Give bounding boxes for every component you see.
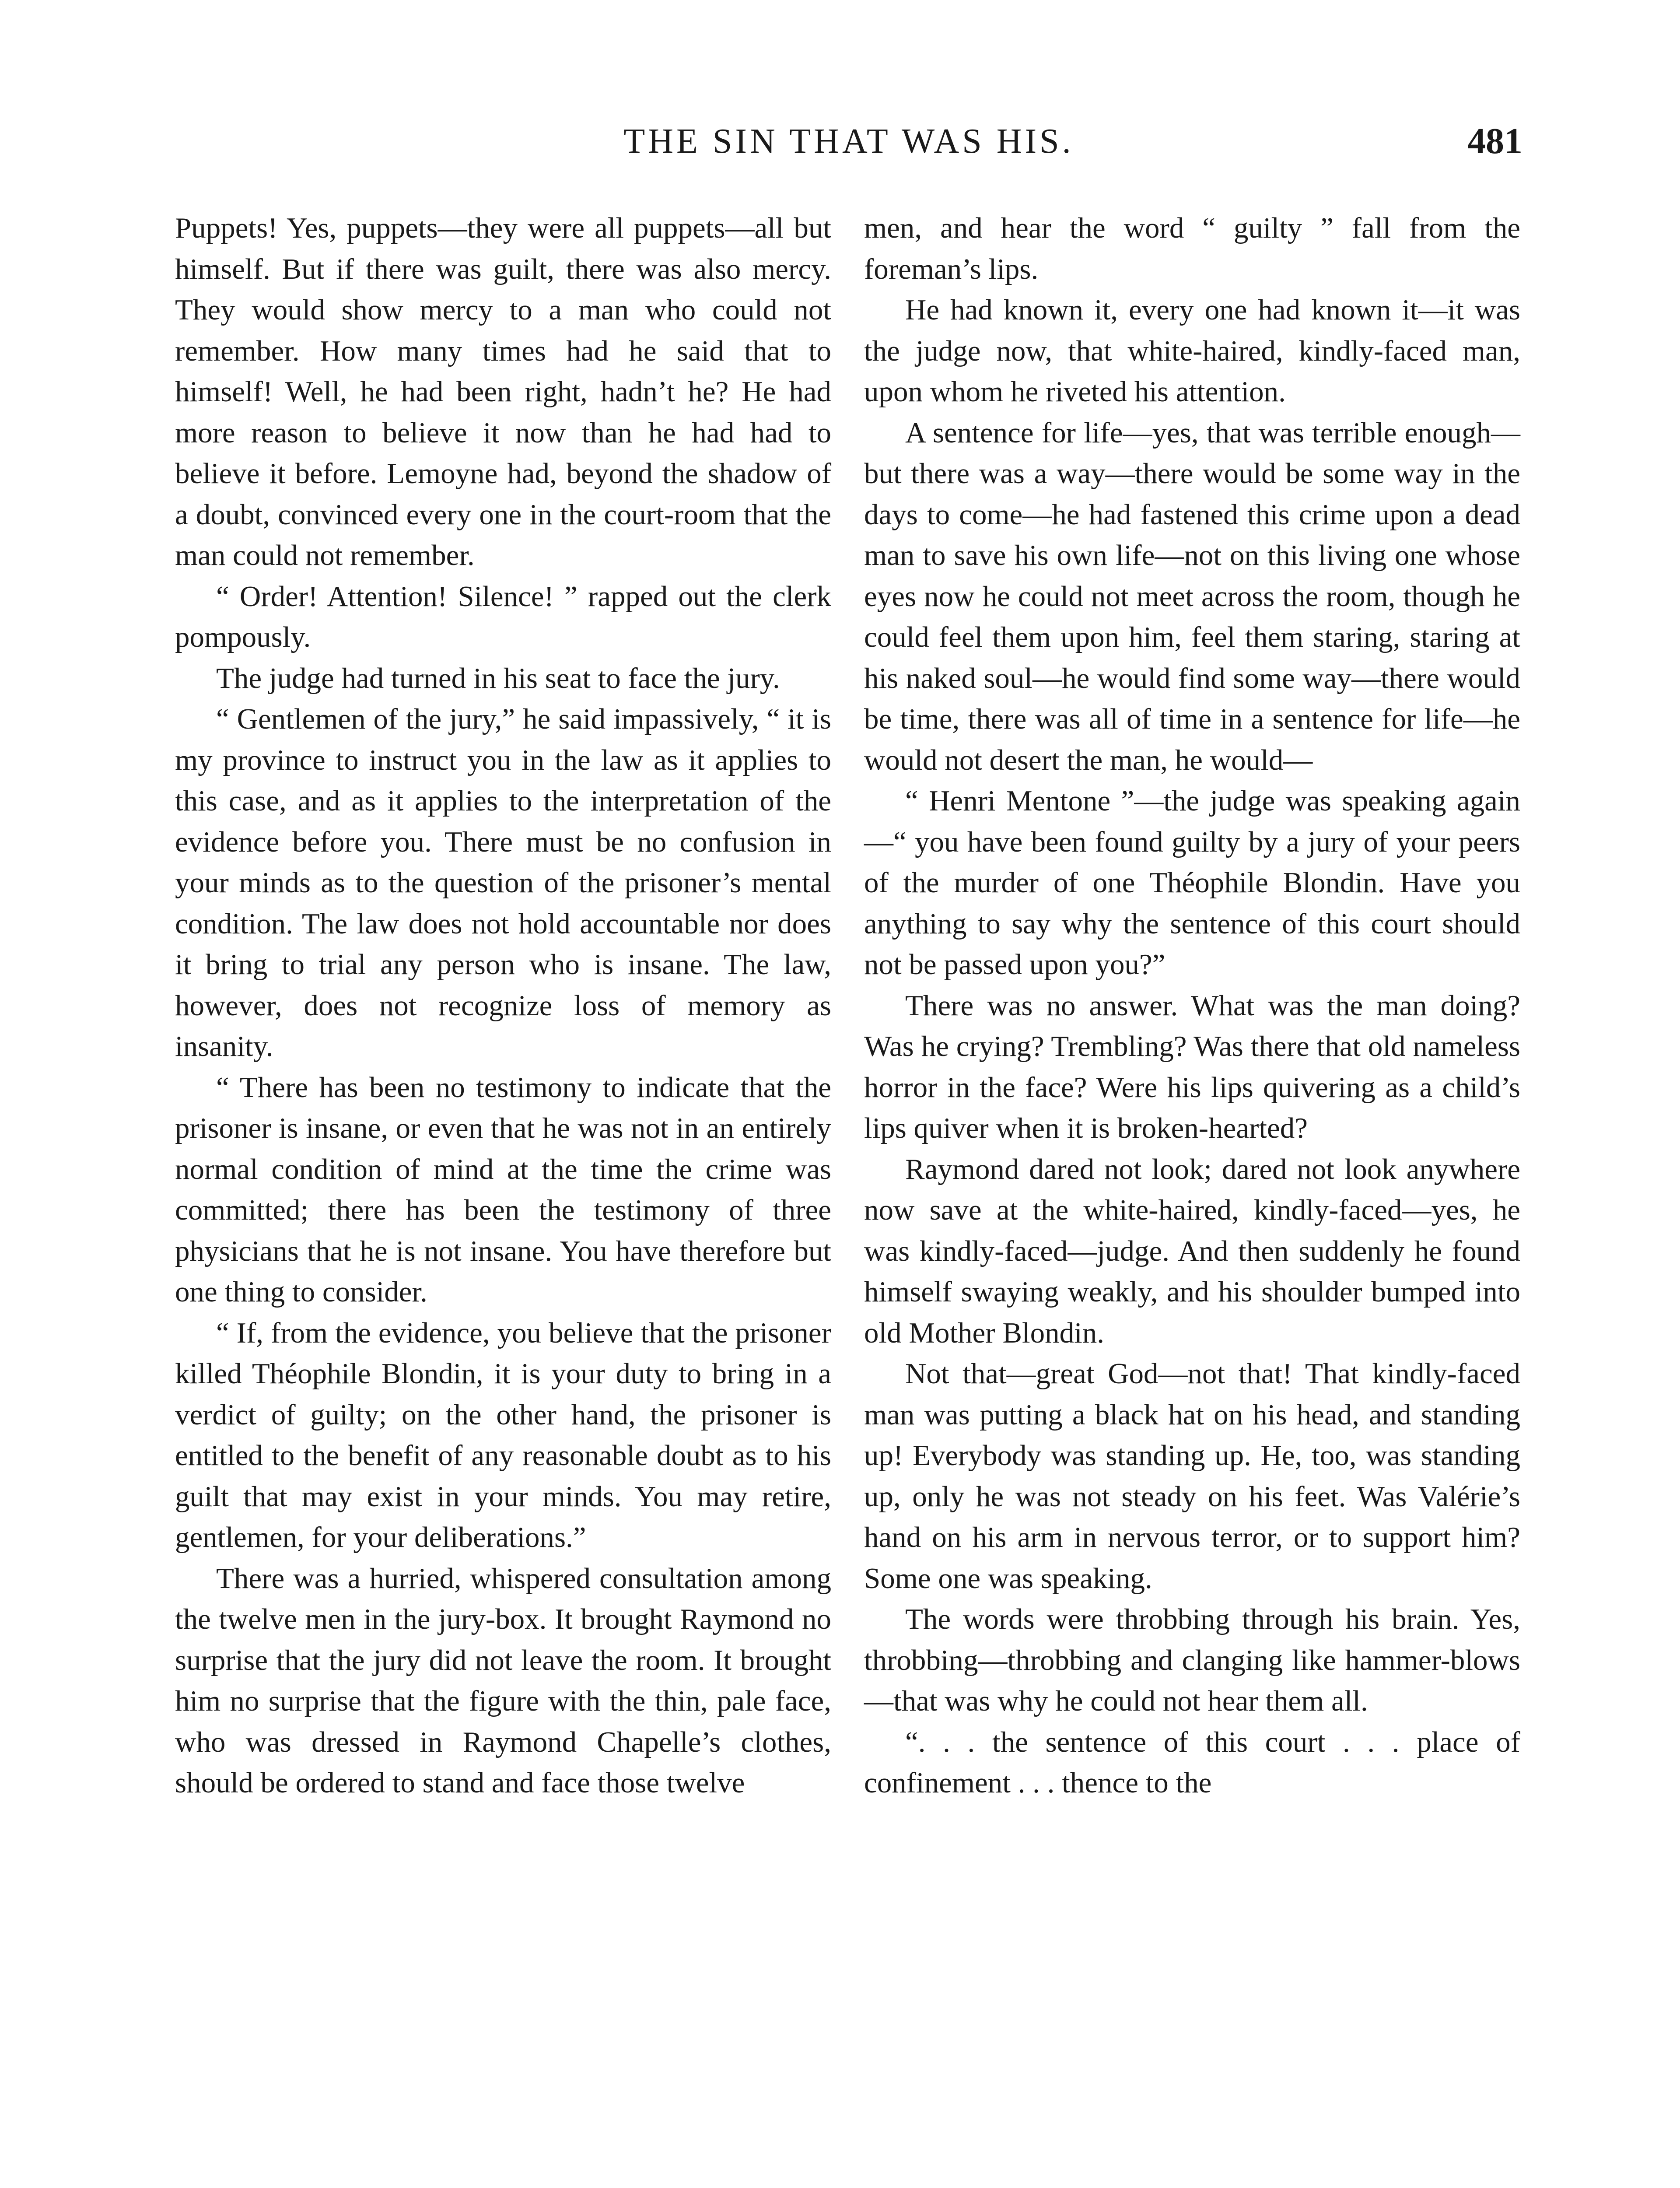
paragraph: “ Henri Mentone ”—the judge was speaking again—“ you have been found guilty by a jury of your peers of the murder of one Théophile Blondin. Have you anything to say why the sentence of this court should not be passed upon you?”: [864, 785, 1520, 981]
paragraph: There was no answer. What was the man doing? Was he crying? Trembling? Was there that old nameless horror in the face? Were his lips quivering as a child’s lips quiver when it is broken-hearted?: [864, 989, 1520, 1144]
paragraph: Raymond dared not look; dared not look anywhere now save at the white-haired, kindly-faced—yes, he was kindly-faced—judge. And then suddenly he found himself swaying weakly, and his shoulder bumped into old Mother Blondin.: [864, 1153, 1520, 1349]
paragraph: The judge had turned in his seat to face the jury.: [216, 662, 780, 694]
paragraph: Puppets! Yes, puppets—they were all puppets—all but himself. But if there was guilt, there was also mercy. They would show mercy to a man who could not remember. How many times had he said that to himself! Well, he had been right, hadn’t he? He had more reason to believe it now than he had had to believe it before. Lemoyne had, beyond the shadow of a doubt, convinced every one in the court-room that the man could not remember.: [175, 212, 831, 572]
page-header: [175, 117, 1522, 174]
paragraph: The words were throbbing through his brain. Yes, throbbing—throbbing and clanging like hammer-blows—that was why he could not hear them all.: [864, 1603, 1520, 1717]
text-column-right: [864, 208, 1520, 1804]
running-title: THE SIN THAT WAS HIS.: [623, 122, 1074, 161]
paragraph: “. . . the sentence of this court . . . place of confinement . . . thence to the: [864, 1725, 1520, 1799]
paragraph: men, and hear the word “ guilty ” fall from the foreman’s lips.: [864, 212, 1520, 285]
paragraph: “ There has been no testimony to indicate that the prisoner is insane, or even that he was not in an entirely normal condition of mind at the time the crime was committed; there has been the testimony of three physicians that he is not insane. You have therefore but one thing to consider.: [175, 1071, 831, 1308]
page-number: 481: [1467, 121, 1522, 161]
paragraph: “ If, from the evidence, you believe that the prisoner killed Théophile Blondin, it is your duty to bring in a verdict of guilty; on the other hand, the prisoner is entitled to the benefit of any reasonable doubt as to his guilt that may exist in your minds. You may retire, gentlemen, for your deliberations.”: [175, 1316, 831, 1553]
paragraph: There was a hurried, whispered consultation among the twelve men in the jury-box. It brought Raymond no surprise that the jury did not leave the room. It brought him no surprise that the figure with the thin, pale face, who was dressed in Raymond Chapelle’s clothes, should be ordered to stand and face those twelve: [175, 1562, 831, 1799]
paragraph: “ Order! Attention! Silence! ” rapped out the clerk pompously.: [175, 580, 831, 653]
paragraph: A sentence for life—yes, that was terrible enough—but there was a way—there would be some way in the days to come—he had fastened this crime upon a dead man to save his own life—not on this living one whose eyes now he could not meet across the room, though he could feel them upon him, feel them staring, staring at his naked soul—he would find some way—there would be time, there was all of time in a sentence for life—he would not desert the man, he would—: [864, 416, 1520, 776]
paragraph: Not that—great God—not that! That kindly-faced man was putting a black hat on his head, and standing up! Everybody was standing up. He, too, was standing up, only he was not steady on his feet. Was Valérie’s hand on his arm in nervous terror, or to support him? Some one was speaking.: [864, 1357, 1520, 1595]
paragraph: He had known it, every one had known it—it was the judge now, that white-haired, kindly-faced man, upon whom he riveted his attention.: [864, 294, 1520, 408]
paragraph: “ Gentlemen of the jury,” he said impassively, “ it is my province to instruct you in the law as it applies to this case, and as it applies to the interpretation of the evidence before you. There must be no confusion in your minds as to the question of the prisoner’s mental condition. The law does not hold accountable nor does it bring to trial any person who is insane. The law, however, does not recognize loss of memory as insanity.: [175, 703, 831, 1062]
text-column-left: [175, 208, 831, 1804]
